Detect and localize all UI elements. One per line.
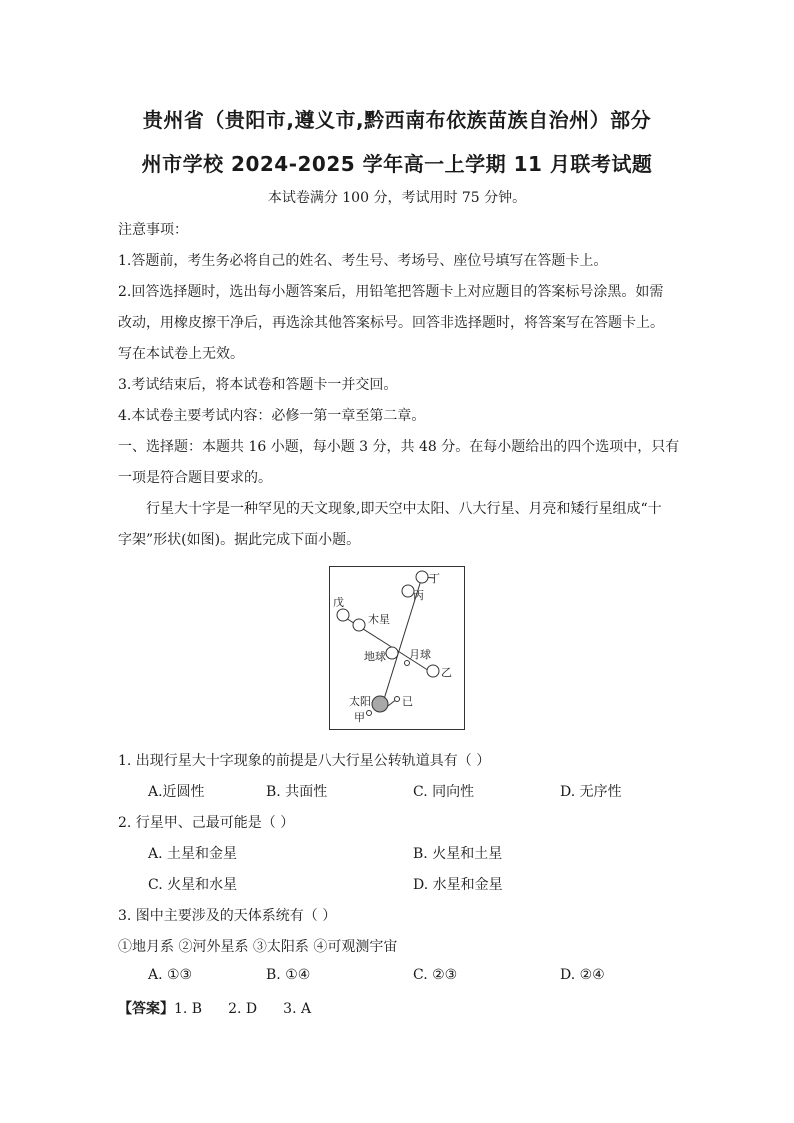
subtitle: 本试卷满分 100 分，考试用时 75 分钟。 [267, 190, 527, 206]
notice-item-2-line-2: 改动，用橡皮擦干净后，再选涂其他答案标号。回答非选择题时，将答案写在答题卡上。 [118, 315, 664, 331]
label-ding: 丁 [429, 572, 440, 585]
jupiter-circle [353, 619, 365, 631]
passage-line-2: 字架”形状(如图)。据此完成下面小题。 [118, 532, 361, 548]
planet-yi-circle [427, 665, 439, 677]
label-jia: 甲 [354, 711, 365, 724]
question-1-option-c: C. 同向性 [413, 784, 475, 800]
notice-item-4: 4.本试卷主要考试内容：必修一第一章至第二章。 [118, 408, 426, 424]
planet-ding-circle [416, 571, 428, 583]
answer-line [118, 998, 337, 1018]
section-intro-line-1: 一、选择题：本题共 16 小题，每小题 3 分，共 48 分。在每小题给出的四个选项中，只有 [118, 439, 680, 455]
passage-line-1: 行星大十字是一种罕见的天文现象,即天空中太阳、八大行星、月亮和矮行星组成“十 [146, 501, 662, 517]
answer-tag: 【答案】 [118, 1001, 174, 1017]
planet-wu-circle [337, 609, 349, 621]
earth-circle [386, 647, 398, 659]
notice-item-2-line-1: 2.回答选择题时，选出每小题答案后，用铅笔把答题卡上对应题目的答案标号涂黑。如需 [118, 284, 664, 300]
question-3-stem: 3. 图中主要涉及的天体系统有（ ） [118, 908, 337, 924]
question-3-option-b: B. ①④ [266, 967, 311, 983]
planet-jia-circle [367, 711, 372, 716]
label-bing: 丙 [413, 589, 424, 602]
label-sun: 太阳 [349, 695, 371, 708]
question-2-option-b: B. 火星和土星 [413, 846, 503, 862]
question-1-option-d: D. 无序性 [560, 784, 622, 800]
notice-heading: 注意事项： [118, 222, 188, 238]
question-2-option-a: A. 土星和金星 [148, 846, 238, 862]
sun-circle [372, 696, 388, 712]
question-3-option-a: A. ①③ [148, 967, 193, 983]
label-yi: 乙 [441, 666, 452, 679]
answer-1: 1. B [174, 1001, 203, 1017]
diagram-svg [330, 567, 466, 731]
notice-item-3: 3.考试结束后，将本试卷和答题卡一并交回。 [118, 377, 398, 393]
section-intro-line-2: 一项是符合题目要求的。 [118, 470, 272, 486]
notice-item-2-line-3: 写在本试卷上无效。 [118, 346, 244, 362]
label-wu: 戊 [333, 596, 344, 609]
label-earth: 地球 [364, 650, 386, 663]
question-2-option-d: D. 水星和金星 [413, 877, 503, 893]
question-3-option-d: D. ②④ [560, 967, 605, 983]
label-moon: 月球 [409, 648, 431, 661]
answer-3: 3. A [283, 1001, 312, 1017]
answer-2: 2. D [228, 1001, 258, 1017]
title-line-1: 贵州省（贵阳市,遵义市,黔西南布依族苗族自治州）部分 [142, 108, 652, 132]
question-2-stem: 2. 行星甲、己最可能是（ ） [118, 815, 295, 831]
notice-item-1: 1.答题前，考生务必将自己的姓名、考生号、考场号、座位号填写在答题卡上。 [118, 253, 608, 269]
label-ji: 已 [402, 695, 413, 708]
planetary-cross-diagram [329, 566, 465, 730]
question-1-stem: 1. 出现行星大十字现象的前提是八大行星公转轨道具有（ ） [118, 753, 491, 769]
question-2-option-c: C. 火星和水星 [148, 877, 238, 893]
label-jupiter: 木星 [368, 613, 390, 626]
question-3-sub: ①地月系 ②河外星系 ③太阳系 ④可观测宇宙 [118, 939, 398, 955]
question-1-option-b: B. 共面性 [266, 784, 328, 800]
question-3-option-c: C. ②③ [413, 967, 458, 983]
title-line-2: 州市学校 2024-2025 学年高一上学期 11 月联考试题 [141, 152, 653, 176]
question-1-option-a: A.近圆性 [148, 784, 205, 800]
planet-ji-circle [395, 697, 400, 702]
moon-circle [405, 661, 410, 666]
